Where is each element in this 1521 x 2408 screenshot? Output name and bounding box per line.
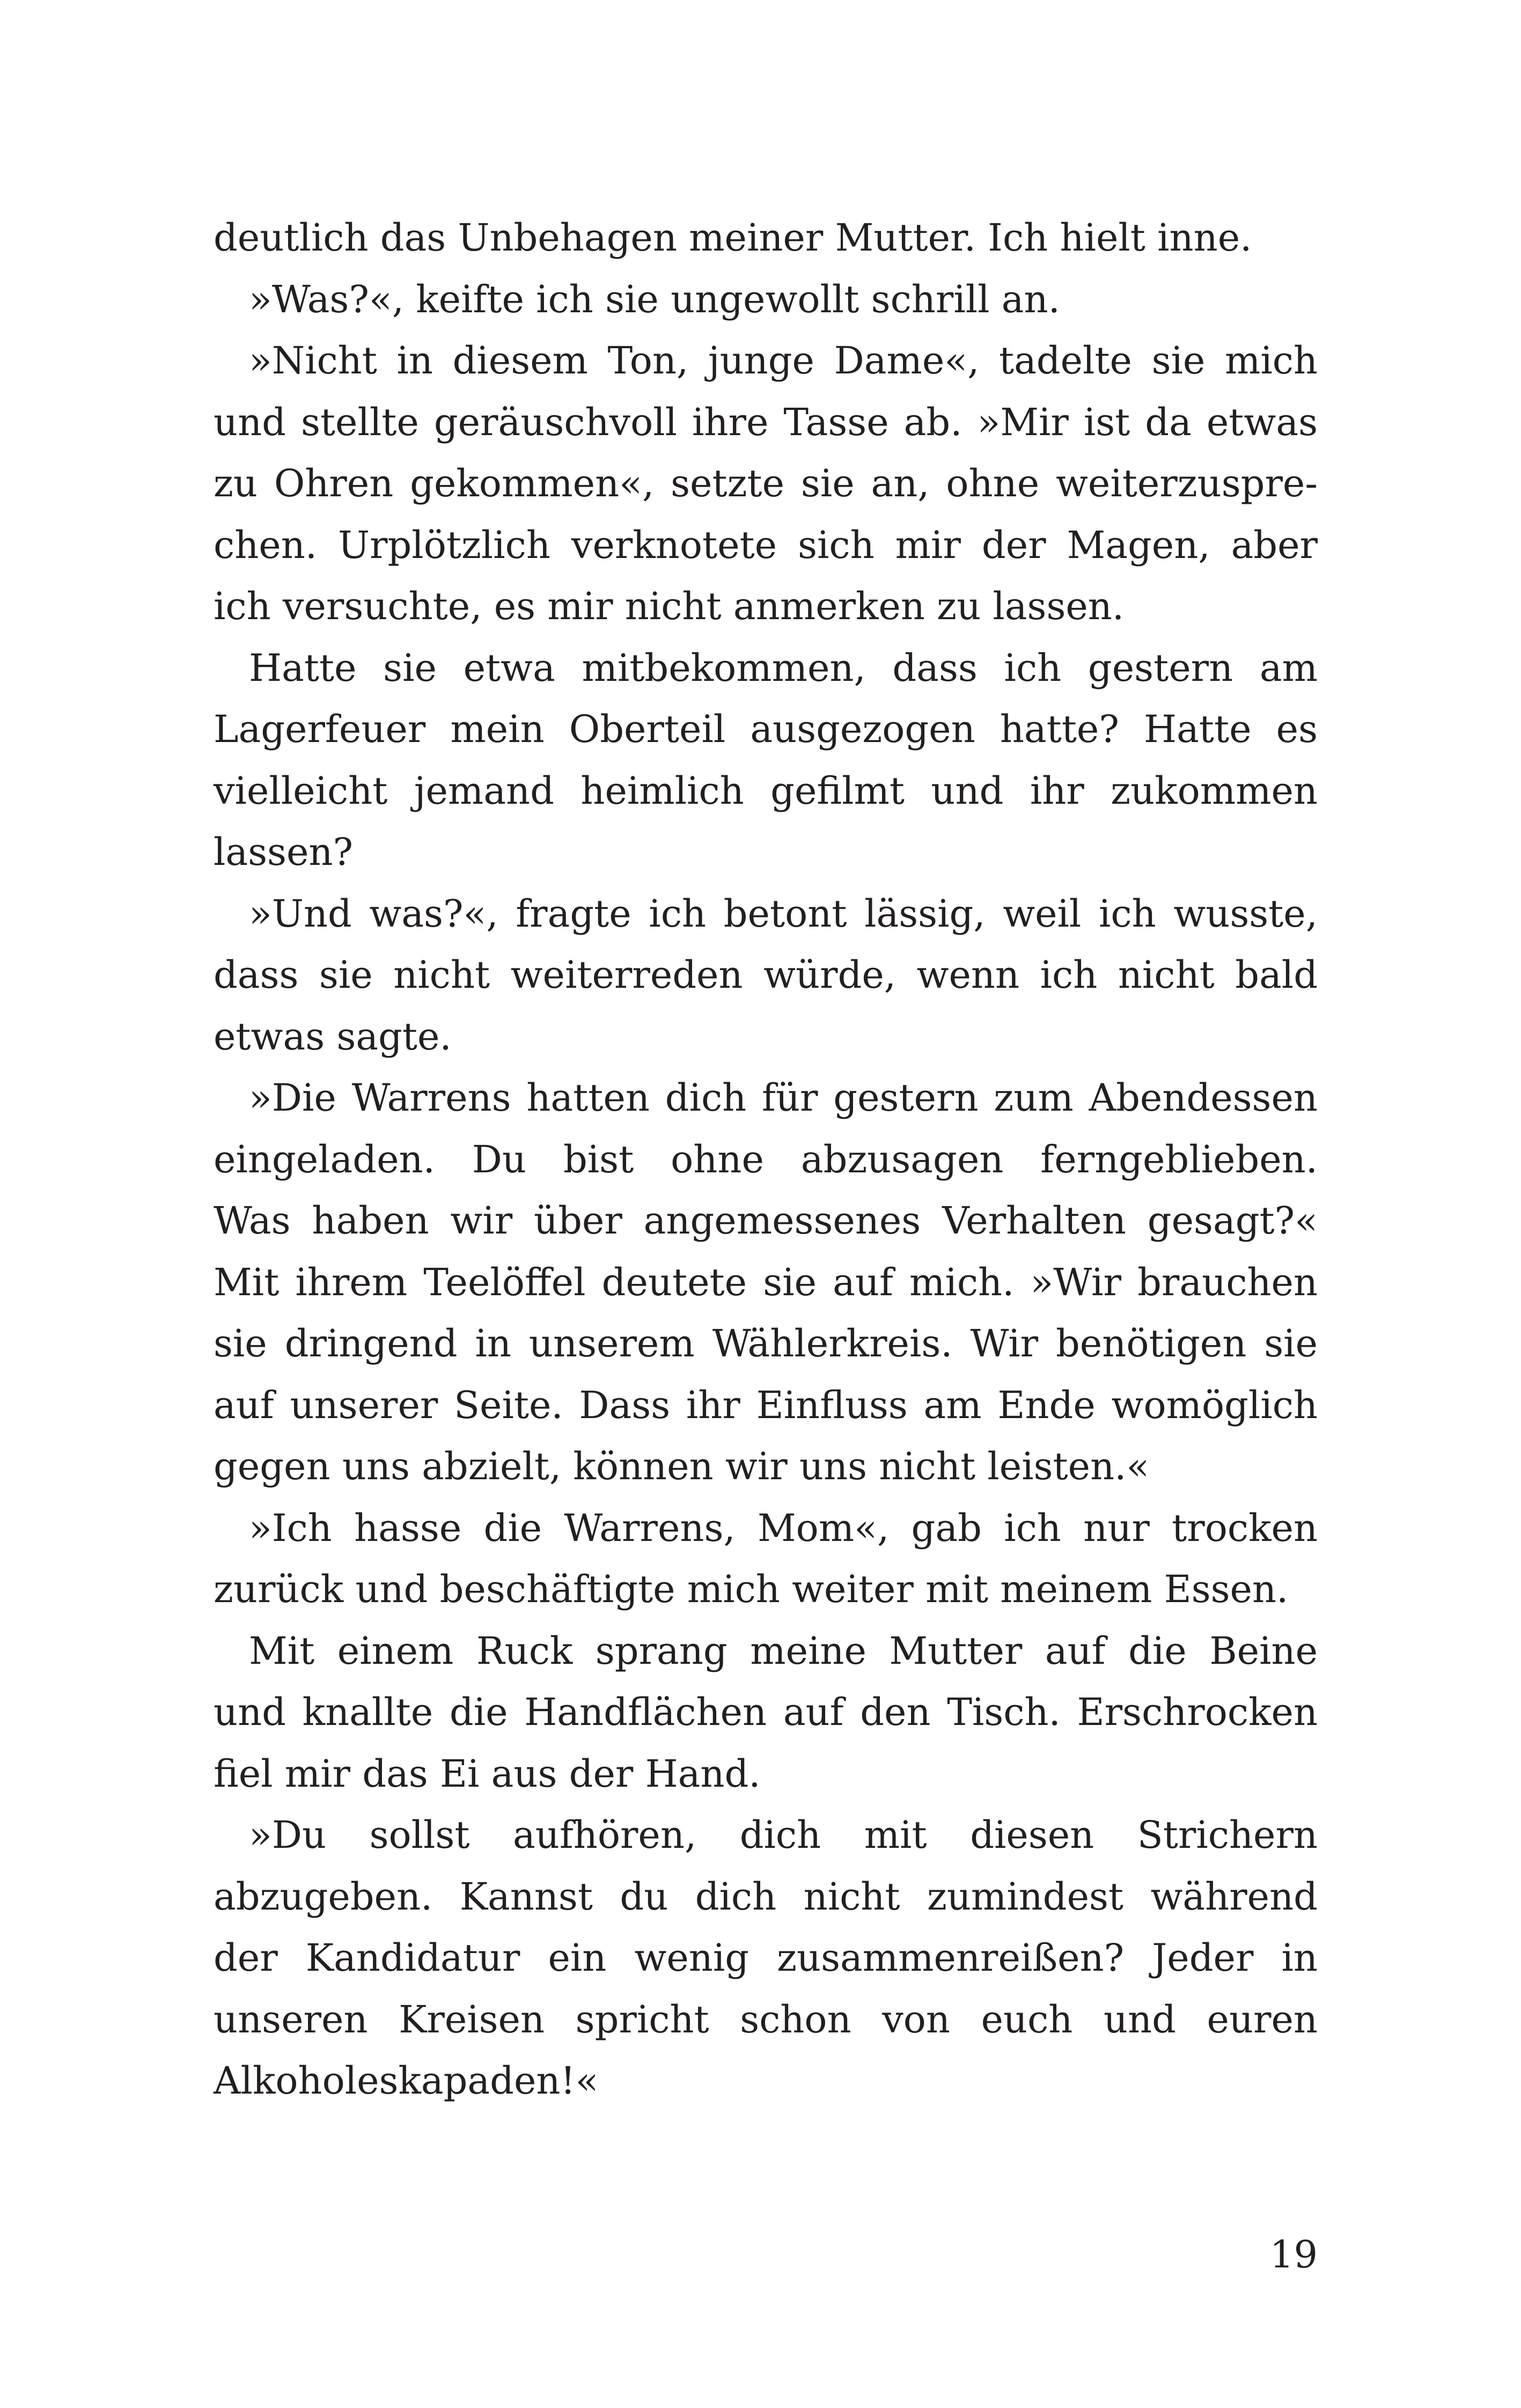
text-line: zurück und beschäftigte mich weiter mit meinem Essen. (214, 1567, 1289, 1611)
text-line: gegen uns abzielt, können wir uns nicht leisten.« (214, 1444, 1150, 1488)
text-line: »Was?«, keifte ich sie ungewollt schrill an. (249, 277, 1060, 321)
text-line: dass sie nicht weiterreden würde, wenn ich nicht bald (214, 953, 1318, 997)
text-line: Mit ihrem Teelöffel deutete sie auf mich. »Wir brauchen (214, 1260, 1318, 1304)
text-line: Alkoholeskapaden!« (214, 2059, 599, 2103)
text-line: »Nicht in diesem Ton, junge Dame«, tadelte sie mich (249, 339, 1318, 383)
text-line: Was haben wir über angemessenes Verhalten gesagt?« (214, 1199, 1318, 1243)
text-line: Mit einem Ruck sprang meine Mutter auf die Beine (249, 1628, 1318, 1673)
text-line: Hatte sie etwa mitbekommen, dass ich gestern am (249, 645, 1318, 690)
text-line: »Und was?«, fragte ich betont lässig, weil ich wusste, (249, 891, 1318, 936)
text-line: fiel mir das Ei aus der Hand. (214, 1751, 761, 1796)
text-line: der Kandidatur ein wenig zusammenreißen? Jeder in (214, 1936, 1318, 1980)
text-line: und stellte geräuschvoll ihre Tasse ab. »Mir ist da etwas (214, 400, 1318, 444)
text-line: »Die Warrens hatten dich für gestern zum Abendessen (249, 1076, 1318, 1120)
text-line: unseren Kreisen spricht schon von euch und euren (214, 1997, 1318, 2042)
text-line: deutlich das Unbehagen meiner Mutter. Ich hielt inne. (214, 216, 1252, 260)
page-number: 19 (1269, 2233, 1318, 2277)
text-line: Lagerfeuer mein Oberteil ausgezogen hatte? Hatte es (214, 707, 1318, 751)
text-line: sie dringend in unserem Wählerkreis. Wir benötigen sie (214, 1322, 1318, 1365)
text-line: ich versuchte, es mir nicht anmerken zu lassen. (214, 584, 1125, 628)
text-line: etwas sagte. (214, 1014, 452, 1059)
text-line: auf unserer Seite. Dass ihr Einfluss am Ende womöglich (214, 1383, 1318, 1427)
text-line: chen. Urplötzlich verknotete sich mir der Magen, aber (214, 523, 1318, 567)
text-line: »Du sollst aufhören, dich mit diesen Strichern (249, 1813, 1318, 1857)
text-line: »Ich hasse die Warrens, Mom«, gab ich nur trocken (249, 1506, 1318, 1550)
text-line: zu Ohren gekommen«, setzte sie an, ohne weiterzuspre- (214, 461, 1318, 505)
body-text (214, 207, 1318, 2112)
text-line: vielleicht jemand heimlich gefilmt und ihr zukommen (214, 768, 1318, 813)
text-line: eingeladen. Du bist ohne abzusagen ferngeblieben. (214, 1137, 1318, 1181)
text-line: und knallte die Handflächen auf den Tisch. Erschrocken (214, 1690, 1318, 1734)
text-line: lassen? (214, 830, 354, 874)
text-line: abzugeben. Kannst du dich nicht zumindest während (214, 1874, 1318, 1919)
